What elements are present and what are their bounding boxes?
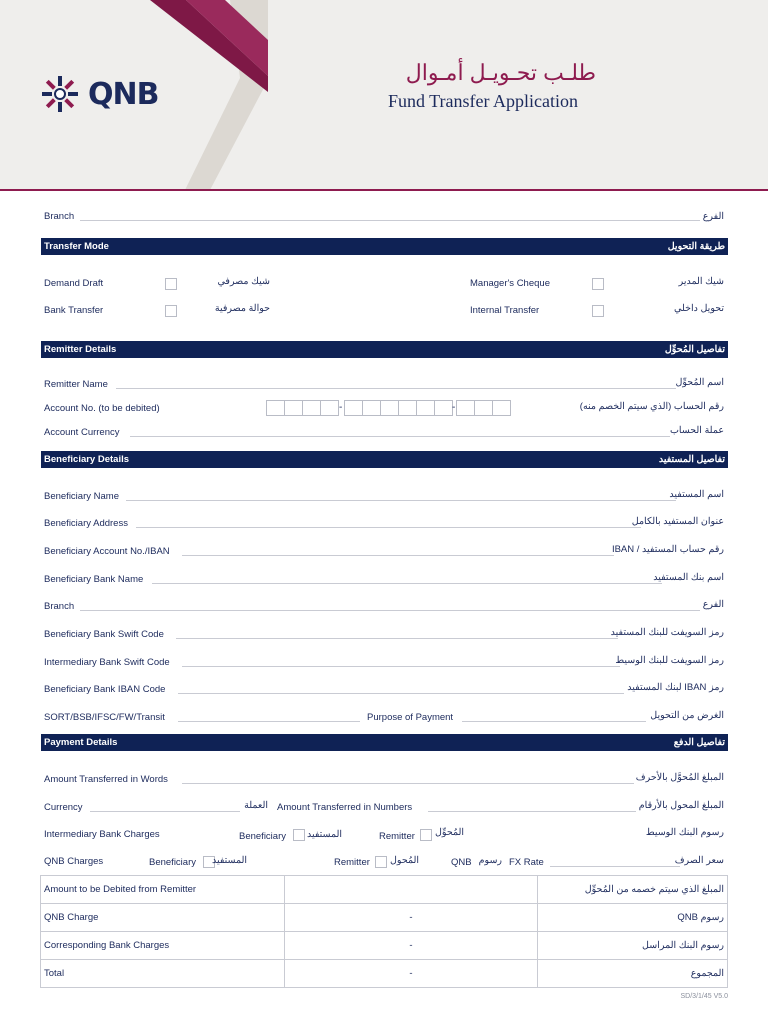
remitter-name-label: Remitter Name: [44, 379, 108, 390]
intermediary-swift-field[interactable]: [182, 666, 620, 667]
beneficiary-address-label-ar: عنوان المستفيد بالكامل: [631, 516, 724, 527]
account-digit-box[interactable]: [284, 400, 303, 416]
branch-label: Branch: [44, 211, 75, 222]
managers-cheque-checkbox[interactable]: [592, 278, 604, 290]
bank-transfer-label-ar: حوالة مصرفية: [214, 303, 270, 314]
logo-text: QNB: [88, 76, 159, 112]
beneficiary-details-header: Beneficiary Details تفاصيل المستفيد: [41, 451, 728, 468]
intermediary-swift-label-ar: رمز السويفت للبنك الوسيط: [615, 655, 724, 666]
purpose-label-ar: الغرض من التحويل: [650, 710, 724, 721]
remitter-details-header: Remitter Details تفاصيل المُحوِّل: [41, 341, 728, 358]
beneficiary-bank-name-label: Beneficiary Bank Name: [44, 574, 144, 585]
header-divider: [0, 189, 768, 191]
bank-transfer-label: Bank Transfer: [44, 305, 104, 316]
account-digit-box[interactable]: [474, 400, 493, 416]
beneficiary-branch-label-ar: الفرع: [702, 599, 724, 610]
demand-draft-label-ar: شيك مصرفي: [217, 276, 270, 287]
account-digit-box[interactable]: [344, 400, 363, 416]
branch-label-ar: الفرع: [702, 211, 724, 222]
table-row: [41, 932, 728, 960]
beneficiary-name-label-ar: اسم المستفيد: [669, 489, 724, 500]
table-row: [41, 876, 728, 904]
account-number-label-ar: رقم الحساب (الذي سيتم الخصم منه): [579, 401, 724, 412]
account-digit-box[interactable]: [266, 400, 285, 416]
amount-words-label-ar: المبلغ المُحوَّل بالأحرف: [635, 772, 724, 783]
page-header: [0, 0, 768, 190]
amount-numbers-label: Amount Transferred in Numbers: [277, 802, 413, 813]
account-digit-box[interactable]: [362, 400, 381, 416]
inter-beneficiary-label: Beneficiary: [239, 831, 286, 842]
summary-label-ar: المبلغ الذي سيتم خصمه من المُحوِّل: [538, 876, 728, 904]
qnb-fees-label: QNB: [451, 857, 472, 868]
inter-remitter-label-ar: المُحوِّل: [435, 827, 464, 838]
sort-code-field[interactable]: [178, 721, 360, 722]
inter-beneficiary-label-ar: المستفيد: [306, 829, 342, 840]
remitter-name-label-ar: اسم المُحوِّل: [675, 377, 724, 388]
beneficiary-iban-label: Beneficiary Bank IBAN Code: [44, 684, 166, 695]
summary-label-ar: رسوم البنك المراسل: [538, 932, 728, 960]
account-digit-box[interactable]: [456, 400, 475, 416]
purpose-label: Purpose of Payment: [367, 712, 454, 723]
account-digit-box[interactable]: [416, 400, 435, 416]
account-currency-label-ar: عملة الحساب: [669, 425, 724, 436]
demand-draft-checkbox[interactable]: [165, 278, 177, 290]
account-digit-box[interactable]: [320, 400, 339, 416]
title-english: Fund Transfer Application: [388, 91, 579, 111]
summary-label: Total: [41, 960, 285, 988]
account-number-label: Account No. (to be debited): [44, 403, 160, 414]
account-separator: -: [452, 402, 456, 413]
internal-transfer-label: Internal Transfer: [470, 305, 540, 316]
beneficiary-account-label-ar: رقم حساب المستفيد / IBAN: [611, 544, 724, 555]
qnb-logo: [40, 74, 158, 114]
beneficiary-iban-label-ar: رمز IBAN لبنك المستفيد: [627, 682, 724, 693]
beneficiary-account-field[interactable]: [182, 555, 614, 556]
beneficiary-address-label: Beneficiary Address: [44, 518, 128, 529]
payment-details-header: Payment Details تفاصيل الدفع: [41, 734, 728, 751]
intermediary-charges-label-ar: رسوم البنك الوسيط: [645, 827, 724, 838]
account-digit-box[interactable]: [398, 400, 417, 416]
beneficiary-swift-label: Beneficiary Bank Swift Code: [44, 629, 164, 640]
beneficiary-swift-field[interactable]: [176, 638, 618, 639]
bank-transfer-checkbox[interactable]: [165, 305, 177, 317]
form-code: SD/3/1/45 V5.0: [680, 993, 728, 1000]
summary-label: QNB Charge: [41, 904, 285, 932]
beneficiary-bank-name-label-ar: اسم بنك المستفيد: [653, 572, 724, 583]
amount-numbers-field[interactable]: [428, 811, 636, 812]
beneficiary-branch-label: Branch: [44, 601, 75, 612]
beneficiary-iban-field[interactable]: [178, 693, 624, 694]
account-digit-box[interactable]: [434, 400, 456, 416]
fx-rate-field[interactable]: [550, 866, 680, 867]
account-currency-label: Account Currency: [44, 427, 120, 438]
account-separator: -: [339, 402, 343, 413]
currency-field[interactable]: [90, 811, 240, 812]
summary-value[interactable]: -: [285, 904, 538, 932]
beneficiary-name-label: Beneficiary Name: [44, 491, 119, 502]
amount-words-label: Amount Transferred in Words: [44, 774, 168, 785]
intermediary-charges-label: Intermediary Bank Charges: [44, 829, 160, 840]
remitter-name-field[interactable]: [116, 388, 676, 389]
qnb-remitter-label: Remitter: [334, 857, 370, 868]
amount-words-field[interactable]: [182, 783, 634, 784]
qnb-beneficiary-label-ar: المستفيد: [211, 855, 247, 866]
branch-field[interactable]: [80, 220, 700, 221]
account-digit-box[interactable]: [302, 400, 321, 416]
title-arabic: طلـب تحـويـل أمـوال: [405, 60, 596, 85]
intermediary-swift-label: Intermediary Bank Swift Code: [44, 657, 170, 668]
managers-cheque-label-ar: شيك المدير: [678, 276, 724, 287]
demand-draft-label: Demand Draft: [44, 278, 104, 289]
fx-rate-label-ar: سعر الصرف: [674, 855, 724, 866]
summary-label-ar: رسوم QNB: [538, 904, 728, 932]
internal-transfer-checkbox[interactable]: [592, 305, 604, 317]
qnb-remitter-label-ar: المُحول: [390, 855, 419, 866]
internal-transfer-label-ar: تحويل داخلي: [674, 303, 724, 314]
currency-label-ar: العملة: [244, 800, 268, 811]
fx-rate-label: FX Rate: [509, 857, 544, 868]
qnb-beneficiary-label: Beneficiary: [149, 857, 196, 868]
currency-label: Currency: [44, 802, 83, 813]
summary-table: [40, 875, 728, 988]
summary-value[interactable]: -: [285, 960, 538, 988]
amount-numbers-label-ar: المبلغ المحول بالأرقام: [638, 800, 724, 811]
transfer-mode-header: Transfer Mode طريقة التحويل: [41, 238, 728, 255]
summary-label: Amount to be Debited from Remitter: [41, 876, 285, 904]
beneficiary-swift-label-ar: رمز السويفت للبنك المستفيد: [610, 627, 724, 638]
table-row: [41, 960, 728, 988]
beneficiary-account-label: Beneficiary Account No./IBAN: [44, 546, 170, 557]
summary-label: Corresponding Bank Charges: [41, 932, 285, 960]
beneficiary-bank-name-field[interactable]: [152, 583, 662, 584]
managers-cheque-label: Manager's Cheque: [470, 278, 550, 289]
beneficiary-branch-field[interactable]: [80, 610, 700, 611]
account-digit-box[interactable]: [492, 400, 511, 416]
account-currency-field[interactable]: [130, 436, 670, 437]
qnb-charges-label: QNB Charges: [44, 856, 104, 867]
beneficiary-name-field[interactable]: [126, 500, 676, 501]
summary-label-ar: المجموع: [538, 960, 728, 988]
inter-remitter-label: Remitter: [379, 831, 415, 842]
purpose-field[interactable]: [462, 721, 646, 722]
sort-code-label: SORT/BSB/IFSC/FW/Transit: [44, 712, 165, 723]
beneficiary-address-field[interactable]: [136, 527, 641, 528]
account-digit-box[interactable]: [380, 400, 399, 416]
summary-value[interactable]: -: [285, 932, 538, 960]
summary-value[interactable]: [285, 876, 538, 904]
table-row: [41, 904, 728, 932]
qnb-logo-icon: [40, 74, 80, 114]
qnb-fees-label-ar: رسوم: [478, 855, 502, 866]
